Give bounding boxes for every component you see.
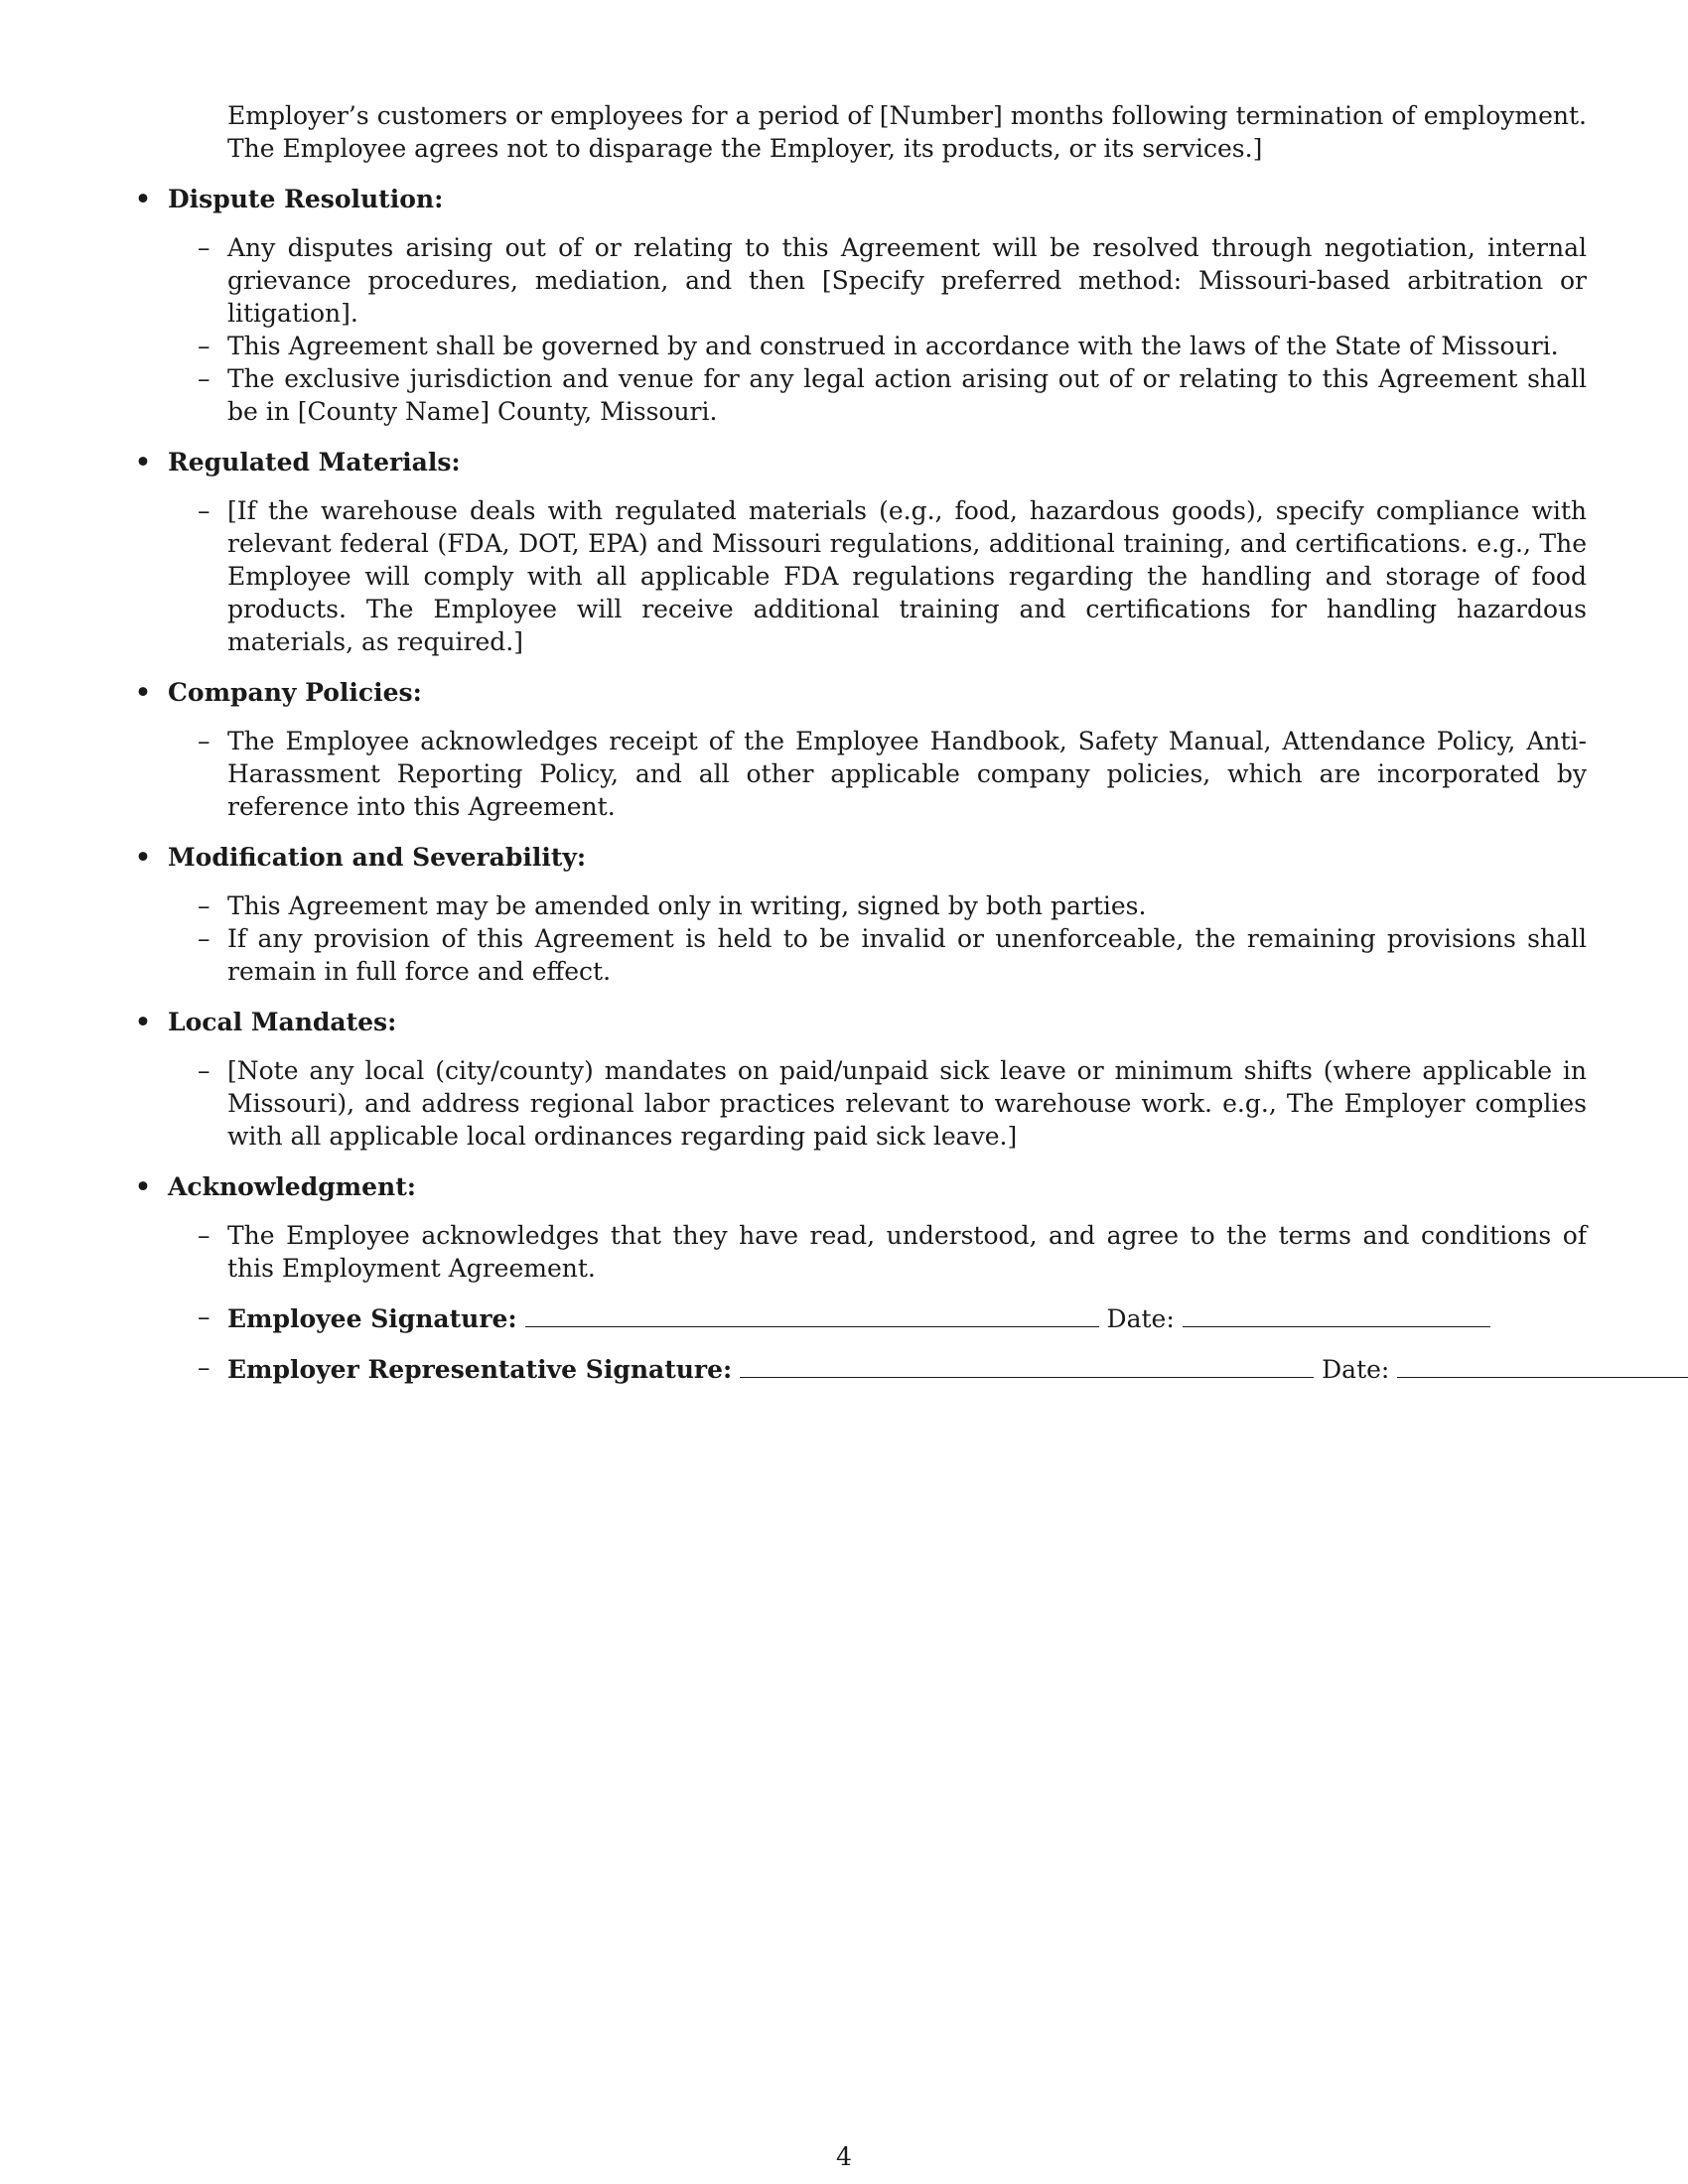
section-dispute-resolution — [132, 183, 1587, 428]
list-item — [132, 362, 1587, 428]
dash-icon: – — [198, 1221, 211, 1250]
dash-icon: – — [198, 1056, 211, 1085]
list-item — [132, 725, 1587, 823]
dash-icon: – — [198, 924, 211, 953]
dash-icon: – — [198, 1302, 211, 1331]
list-item-text: The exclusive jurisdiction and venue for any legal action arising out of or relating to this Agreement shall be in [County Name] County, Missouri. — [227, 364, 1587, 426]
employee-signature-field[interactable] — [525, 1300, 1099, 1327]
list-item-text: If any provision of this Agreement is held to be invalid or unenforceable, the remaining provisions shall remain in full force and effect. — [227, 924, 1587, 986]
list-item — [132, 494, 1587, 658]
list-item-text: This Agreement may be amended only in writing, signed by both parties. — [227, 891, 1147, 920]
employer-signature-row — [132, 1351, 1587, 1386]
section-title: Acknowledgment: — [168, 1172, 416, 1201]
bullet-icon: • — [135, 185, 151, 213]
section-title: Company Policies: — [168, 678, 422, 707]
dash-icon: – — [198, 1353, 211, 1382]
list-item — [132, 1219, 1587, 1285]
section-local-mandates — [132, 1006, 1587, 1153]
list-item-text: [If the warehouse deals with regulated materials (e.g., food, hazardous goods), specify compliance with relevant federal (FDA, DOT, EPA) and Missouri regulations, additional training, and certifications. e.g., The Employee will comply with all applicable FDA regulations regarding the handling and storage of food products. The Employee will receive additional training and certifications for handling hazardous materials, as required.] — [227, 496, 1587, 656]
list-item — [132, 1054, 1587, 1153]
section-title: Modification and Severability: — [168, 843, 587, 872]
bullet-icon: • — [135, 1008, 151, 1036]
list-item — [132, 922, 1587, 988]
employee-signature-label: Employee Signature: — [227, 1304, 517, 1333]
list-item-text: Any disputes arising out of or relating to this Agreement will be resolved through negotiation, internal grievance procedures, mediation, and then [Specify preferred method: Missouri-based arbitration or litigation]. — [227, 233, 1587, 328]
dash-icon: – — [198, 364, 211, 393]
dash-icon: – — [198, 496, 211, 525]
dash-icon: – — [198, 332, 211, 360]
section-modification-severability — [132, 841, 1587, 988]
section-regulated-materials — [132, 446, 1587, 658]
list-item-text: [Note any local (city/county) mandates on paid/unpaid sick leave or minimum shifts (where applicable in Missouri), and address regional labor practices relevant to warehouse work. e.g., The Employer complies with all applicable local ordinances regarding paid sick leave.] — [227, 1056, 1587, 1151]
list-item — [132, 231, 1587, 330]
employer-date-field[interactable] — [1397, 1351, 1688, 1378]
document-body — [132, 99, 1587, 1404]
section-title: Local Mandates: — [168, 1008, 397, 1036]
page-number: 4 — [836, 2142, 852, 2171]
employee-signature-row — [132, 1300, 1587, 1335]
list-item-text: This Agreement shall be governed by and construed in accordance with the laws of the State of Missouri. — [227, 332, 1559, 360]
list-item — [132, 330, 1587, 362]
employer-signature-label: Employer Representative Signature: — [227, 1355, 733, 1384]
continued-paragraph: Employer’s customers or employees for a period of [Number] months following termination of employment. The Employee agrees not to disparage the Employer, its products, or its services.] — [227, 101, 1587, 163]
date-label: Date: — [1106, 1304, 1175, 1333]
list-item — [132, 889, 1587, 922]
employer-signature-field[interactable] — [740, 1351, 1314, 1378]
section-acknowledgment — [132, 1170, 1587, 1386]
list-item-text: The Employee acknowledges receipt of the Employee Handbook, Safety Manual, Attendance Policy, Anti-Harassment Reporting Policy, and all other applicable company policies, which are incorporated by reference into this Agreement. — [227, 727, 1587, 821]
bullet-icon: • — [135, 1172, 151, 1201]
section-company-policies — [132, 676, 1587, 823]
bullet-icon: • — [135, 448, 151, 477]
section-title: Regulated Materials: — [168, 448, 461, 477]
section-title: Dispute Resolution: — [168, 185, 444, 213]
employee-date-field[interactable] — [1183, 1300, 1490, 1327]
date-label: Date: — [1322, 1355, 1390, 1384]
dash-icon: – — [198, 727, 211, 755]
acknowledgment-text: The Employee acknowledges that they have read, understood, and agree to the terms and conditions of this Employment Agreement. — [227, 1221, 1587, 1283]
dash-icon: – — [198, 233, 211, 262]
dash-icon: – — [198, 891, 211, 920]
bullet-icon: • — [135, 843, 151, 872]
bullet-icon: • — [135, 678, 151, 707]
